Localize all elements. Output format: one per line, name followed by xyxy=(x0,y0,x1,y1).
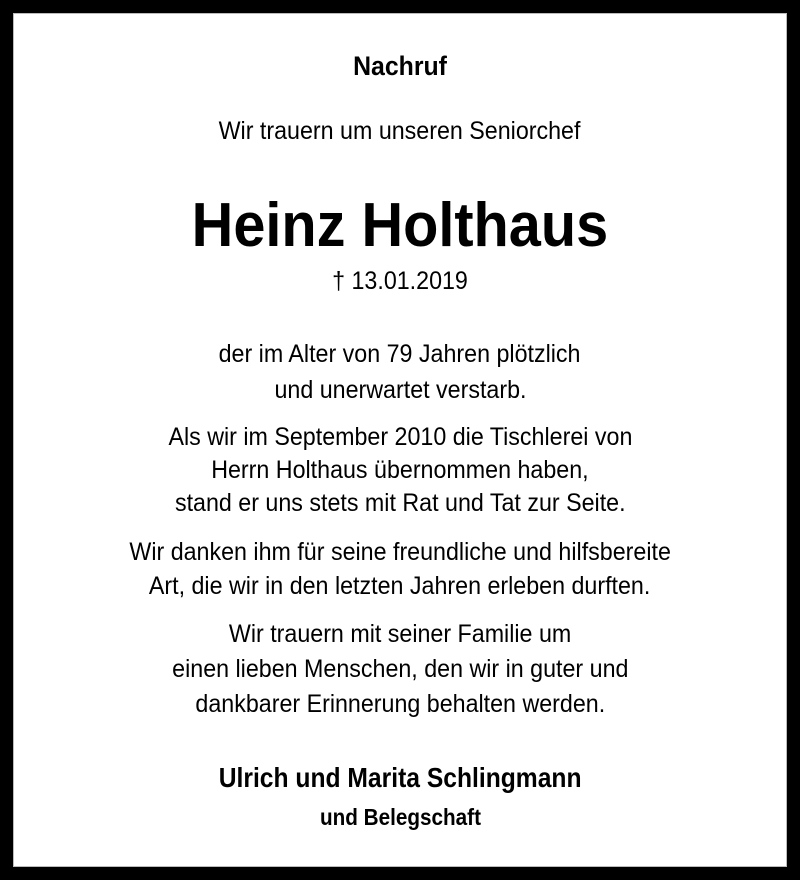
death-date: † 13.01.2019 xyxy=(332,267,468,295)
paragraph-2-line-3: stand er uns stets mit Rat und Tat zur Seite. xyxy=(174,489,626,517)
paragraph-1-line-1: der im Alter von 79 Jahren plötzlich xyxy=(219,340,581,368)
paragraph-2-line-1: Als wir im September 2010 die Tischlerei von xyxy=(168,423,632,451)
signature: Ulrich und Marita Schlingmann xyxy=(218,762,582,793)
paragraph-2-line-2: Herrn Holthaus übernommen haben, xyxy=(211,456,589,484)
intro-line: Wir trauern um unseren Seniorchef xyxy=(219,117,581,145)
paragraph-4-line-1: Wir trauern mit seiner Familie um xyxy=(228,620,572,648)
paragraph-3-line-1: Wir danken ihm für seine freundliche und hilfsbereite xyxy=(129,538,671,566)
paragraph-4-line-2: einen lieben Menschen, den wir in guter und xyxy=(171,655,629,683)
paragraph-4-line-3: dankbarer Erinnerung behalten werden. xyxy=(195,690,605,718)
deceased-name: Heinz Holthaus xyxy=(191,191,609,260)
paragraph-3-line-2: Art, die wir in den letzten Jahren erleben durften. xyxy=(149,572,651,600)
signature-sub: und Belegschaft xyxy=(319,804,481,830)
heading: Nachruf xyxy=(353,51,447,81)
paragraph-1-line-2: und unerwartet verstarb. xyxy=(273,376,526,404)
